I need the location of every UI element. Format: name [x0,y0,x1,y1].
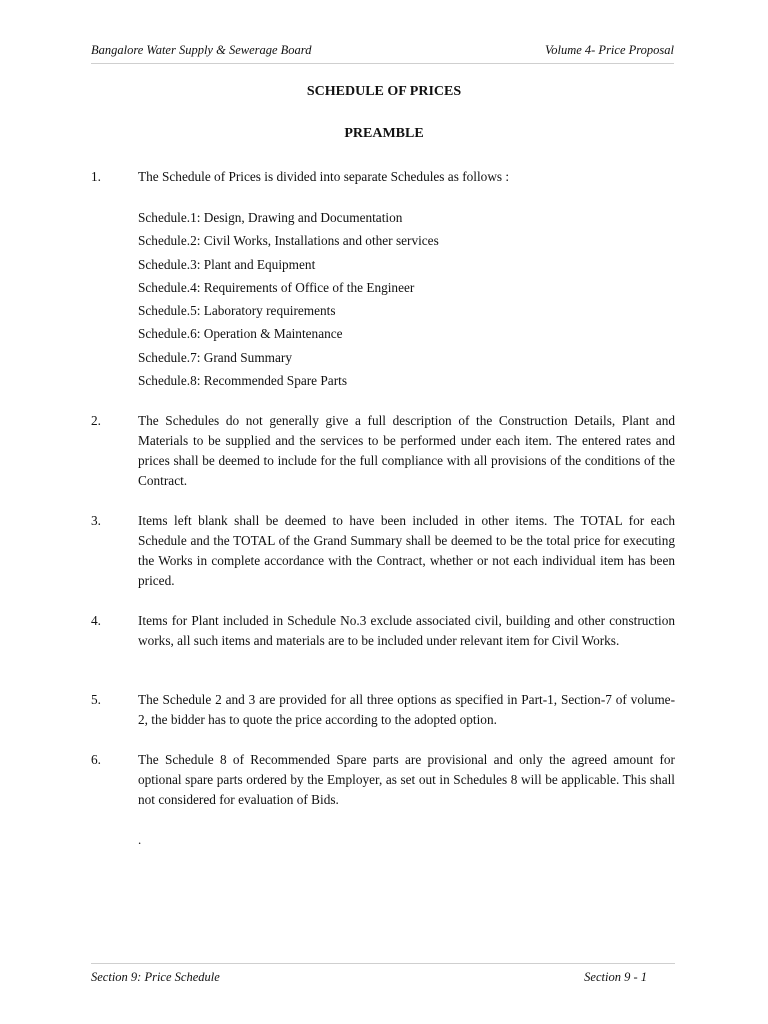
page-footer [91,963,675,990]
schedule-list-item: Schedule.1: Design, Drawing and Documentation [138,210,403,225]
paragraph-number: 2. [91,413,101,428]
footer-page-number: Section 9 - 1 [584,970,647,984]
schedule-list-item: Schedule.3: Plant and Equipment [138,256,316,272]
schedule-list-item: Schedule.4: Requirements of Office of the Engineer [138,279,415,295]
paragraph-text: The Schedule of Prices is divided into separate Schedules as follows : [138,169,510,184]
schedule-list-item: Schedule.8: Recommended Spare Parts [138,373,348,389]
document-title: SCHEDULE OF PRICES [306,84,462,99]
paragraph-number: 3. [91,513,101,528]
paragraph-number: 1. [91,169,101,184]
schedule-list-item: Schedule.2: Civil Works, Installations and other services [138,233,439,249]
paragraph-text: The Schedules do not generally give a full description of the Construction Details, Plant and Materials to be supplied and the services to be performed under each item. The entered rates and prices shall be deemed to include for the full compliance with all provisions of the conditions of the Contract. [138,413,675,488]
schedule-list-item: Schedule.6: Operation & Maintenance [138,326,343,342]
paragraph-number: 6. [91,752,101,767]
paragraph-number: 5. [91,692,101,707]
schedule-list [138,206,439,392]
paragraph-text: Items for Plant included in Schedule No.3 exclude associated civil, building and other construction works, all such items and materials are to be included under relevant item for Civil Works. [138,613,675,648]
header-volume: Volume 4- Price Proposal [544,43,674,57]
schedule-list-item: Schedule.7: Grand Summary [138,349,292,365]
trailing-period: . [138,832,142,847]
footer-section-title: Section 9: Price Schedule [91,970,220,984]
paragraph-text: Items left blank shall be deemed to have been included in other items. The TOTAL for each Schedule and the TOTAL of the Grand Summary shall be deemed to be the total price for executing the Works in complete accordance with the Contract, whether or not each individual item has been priced. [138,513,675,588]
schedule-list-item: Schedule.5: Laboratory requirements [138,303,336,319]
page-header [91,43,674,64]
document-subtitle: PREAMBLE [344,126,424,141]
paragraph-number: 4. [91,613,101,628]
paragraph-text: The Schedule 8 of Recommended Spare parts are provisional and only the agreed amount for optional spare parts ordered by the Employer, as set out in Schedules 8 will be applicable. This shall not considered for evaluation of Bids. [138,752,675,807]
paragraph-text: The Schedule 2 and 3 are provided for all three options as specified in Part-1, Section-7 of volume-2, the bidder has to quote the price according to the adopted option. [138,692,675,727]
header-organization: Bangalore Water Supply & Sewerage Board [91,43,312,57]
